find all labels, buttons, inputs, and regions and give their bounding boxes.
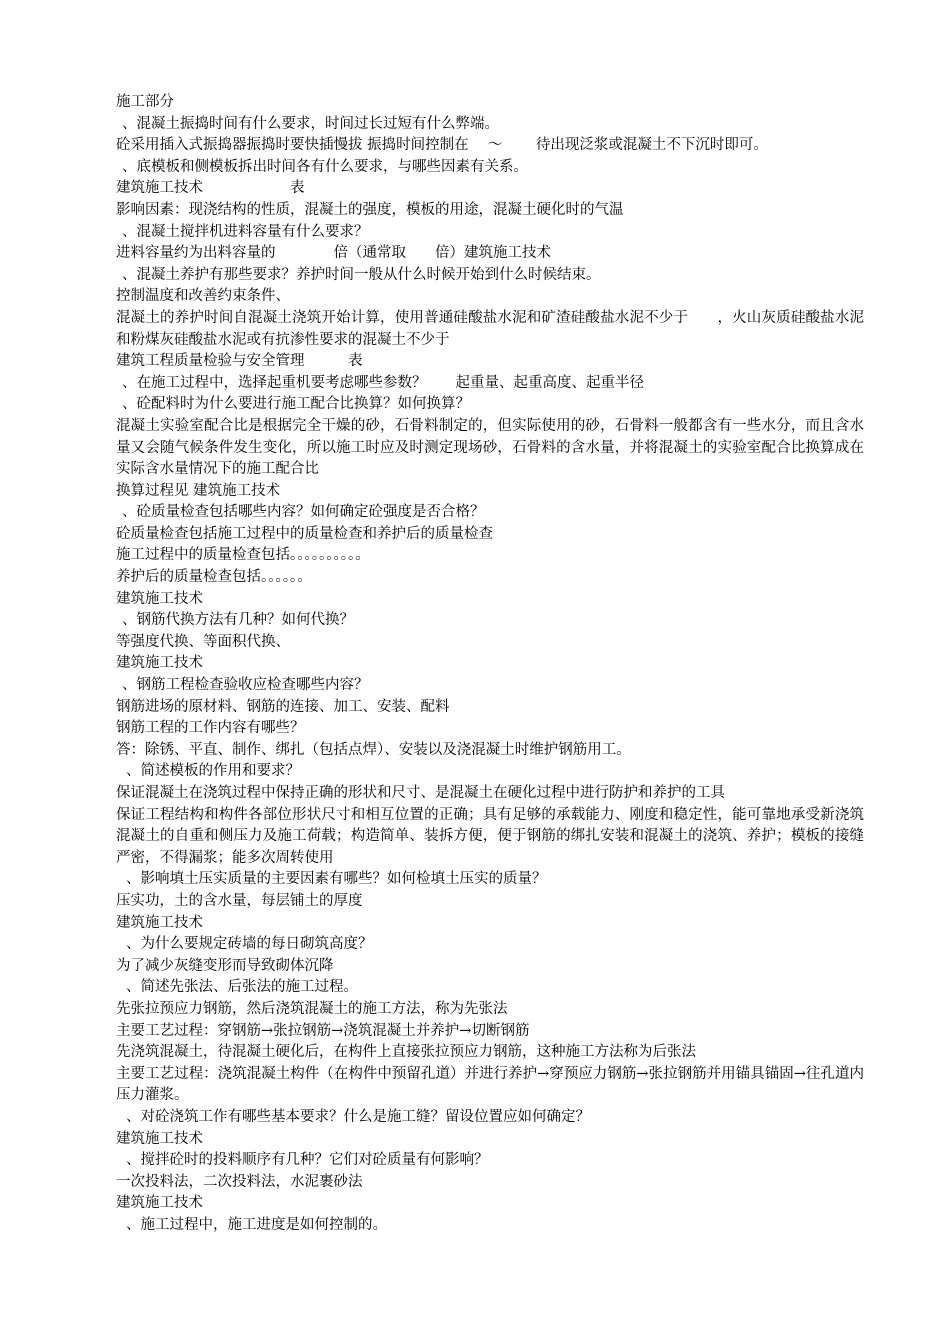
reference-line: 建筑施工技术 [116, 1130, 203, 1147]
question-line: 、底模板和侧模板拆出时间各有什么要求，与哪些因素有关系。 [122, 158, 528, 175]
answer-line: 养护后的质量检查包括。。。。。。 [116, 569, 312, 586]
answer-line: 答：除锈、平直、制作、绑扎（包括点焊）、安装以及浇混凝土时维护钢筋用工。 [116, 741, 631, 758]
answer-line: 钢筋工程的工作内容有哪些？ [116, 720, 305, 737]
answer-line: 控制温度和改善约束条件、 [116, 288, 290, 305]
question-line: 、对砼浇筑工作有哪些基本要求？什么是施工缝？留设位置应如何确定？ [126, 1108, 590, 1125]
question-line: 、在施工过程中，选择起重机要考虑哪些参数？ 起重量、起重高度、起重半径 [122, 374, 644, 391]
question-line: 、搅拌砼时的投料顺序有几种？它们对砼质量有何影响？ [126, 1152, 489, 1169]
reference-line: 建筑施工技术 [116, 1195, 203, 1212]
section-heading: 施工部分 [116, 94, 174, 110]
answer-paragraph: 混凝土的养护时间自混凝土浇筑开始计算，使用普通硅酸盐水泥和矿渣硅酸盐水泥不少于 ，火山灰质硅酸盐水泥和粉煤灰硅酸盐水泥或有抗渗性要求的混凝土不少于 [116, 309, 864, 348]
reference-line: 建筑工程质量检验与安全管理 表 [116, 353, 363, 370]
reference-line: 建筑施工技术 [116, 590, 203, 607]
answer-paragraph: 混凝土实验室配合比是根据完全干燥的砂，石骨料制定的，但实际使用的砂，石骨料一般都含有一些水分，而且含水量又会随气候条件发生变化，所以施工时应及时测定现场砂，石骨料的含水量，并将混凝土的实验室配合比换算成在实际含水量情况下的施工配合比 [116, 417, 864, 478]
question-line: 、为什么要规定砖墙的每日砌筑高度？ [126, 936, 373, 953]
answer-line: 施工过程中的质量检查包括。。。。。。。。。。 [116, 547, 370, 564]
question-line: 、混凝土振捣时间有什么要求，时间过长过短有什么弊端。 [122, 115, 499, 132]
document-body [116, 92, 864, 1236]
answer-line: 压实功，土的含水量，每层铺土的厚度 [116, 892, 363, 909]
answer-line: 先张拉预应力钢筋，然后浇筑混凝土的施工方法，称为先张法 [116, 1000, 508, 1017]
answer-line: 一次投料法，二次投料法，水泥裹砂法 [116, 1173, 363, 1190]
answer-line: 钢筋进场的原材料、钢筋的连接、加工、安装、配料 [116, 698, 450, 715]
answer-line: 影响因素：现浇结构的性质，混凝土的强度，模板的用途，混凝土硬化时的气温 [116, 201, 624, 218]
question-line: 、混凝土搅拌机进料容量有什么要求？ [122, 223, 369, 240]
question-line: 、混凝土养护有那些要求？养护时间一般从什么时候开始到什么时候结束。 [122, 266, 601, 283]
answer-line: 保证混凝土在浇筑过程中保持正确的形状和尺寸、是混凝土在硬化过程中进行防护和养护的工具 [116, 785, 725, 801]
question-line: 、影响填土压实质量的主要因素有哪些？如何检填土压实的质量？ [126, 871, 547, 888]
reference-line: 建筑施工技术 表 [116, 180, 305, 197]
question-line: 、砼配料时为什么要进行施工配合比换算？如何换算？ [122, 396, 470, 413]
question-line: 、施工过程中，施工进度是如何控制的。 [126, 1216, 387, 1233]
answer-line: 等强度代换、等面积代换、 [116, 633, 290, 650]
answer-line: 进料容量约为出料容量的 倍（通常取 倍）建筑施工技术 [116, 245, 551, 262]
question-line: 、砼质量检查包括哪些内容？如何确定砼强度是否合格？ [122, 504, 485, 521]
answer-line: 为了减少灰缝变形而导致砌体沉降 [116, 957, 334, 974]
reference-line: 建筑施工技术 [116, 655, 203, 672]
question-line: 、简述先张法、后张法的施工过程。 [126, 979, 358, 996]
answer-paragraph: 主要工艺过程：浇筑混凝土构件（在构件中预留孔道）并进行养护→穿预应力钢筋→张拉钢筋并用锚具锚固→往孔道内压力灌浆。 [116, 1065, 864, 1104]
question-line: 、钢筋代换方法有几种？如何代换？ [122, 612, 354, 629]
answer-line: 先浇筑混凝土，待混凝土硬化后，在构件上直接张拉预应力钢筋，这种施工方法称为后张法 [116, 1044, 696, 1061]
answer-line: 主要工艺过程：穿钢筋→张拉钢筋→浇筑混凝土并养护→切断钢筋 [116, 1022, 530, 1039]
reference-line: 建筑施工技术 [116, 914, 203, 931]
question-line: 、钢筋工程检查验收应检查哪些内容？ [122, 677, 369, 694]
answer-line: 砼采用插入式振捣器振捣时要快插慢拔 振捣时间控制在 ～ 待出现泛浆或混凝土不下沉时即可。 [116, 137, 768, 154]
question-line: 、简述模板的作用和要求？ [126, 763, 300, 780]
answer-line: 砼质量检查包括施工过程中的质量检查和养护后的质量检查 [116, 525, 493, 542]
answer-paragraph: 保证工程结构和构件各部位形状尺寸和相互位置的正确；具有足够的承载能力、刚度和稳定性，能可靠地承受新浇筑混凝土的自重和侧压力及施工荷载；构造简单、装拆方便，便于钢筋的绑扎安装和混凝土的浇筑、养护；模板的接缝严密，不得漏浆；能多次周转使用 [116, 806, 864, 866]
reference-line: 换算过程见 建筑施工技术 [116, 482, 281, 499]
